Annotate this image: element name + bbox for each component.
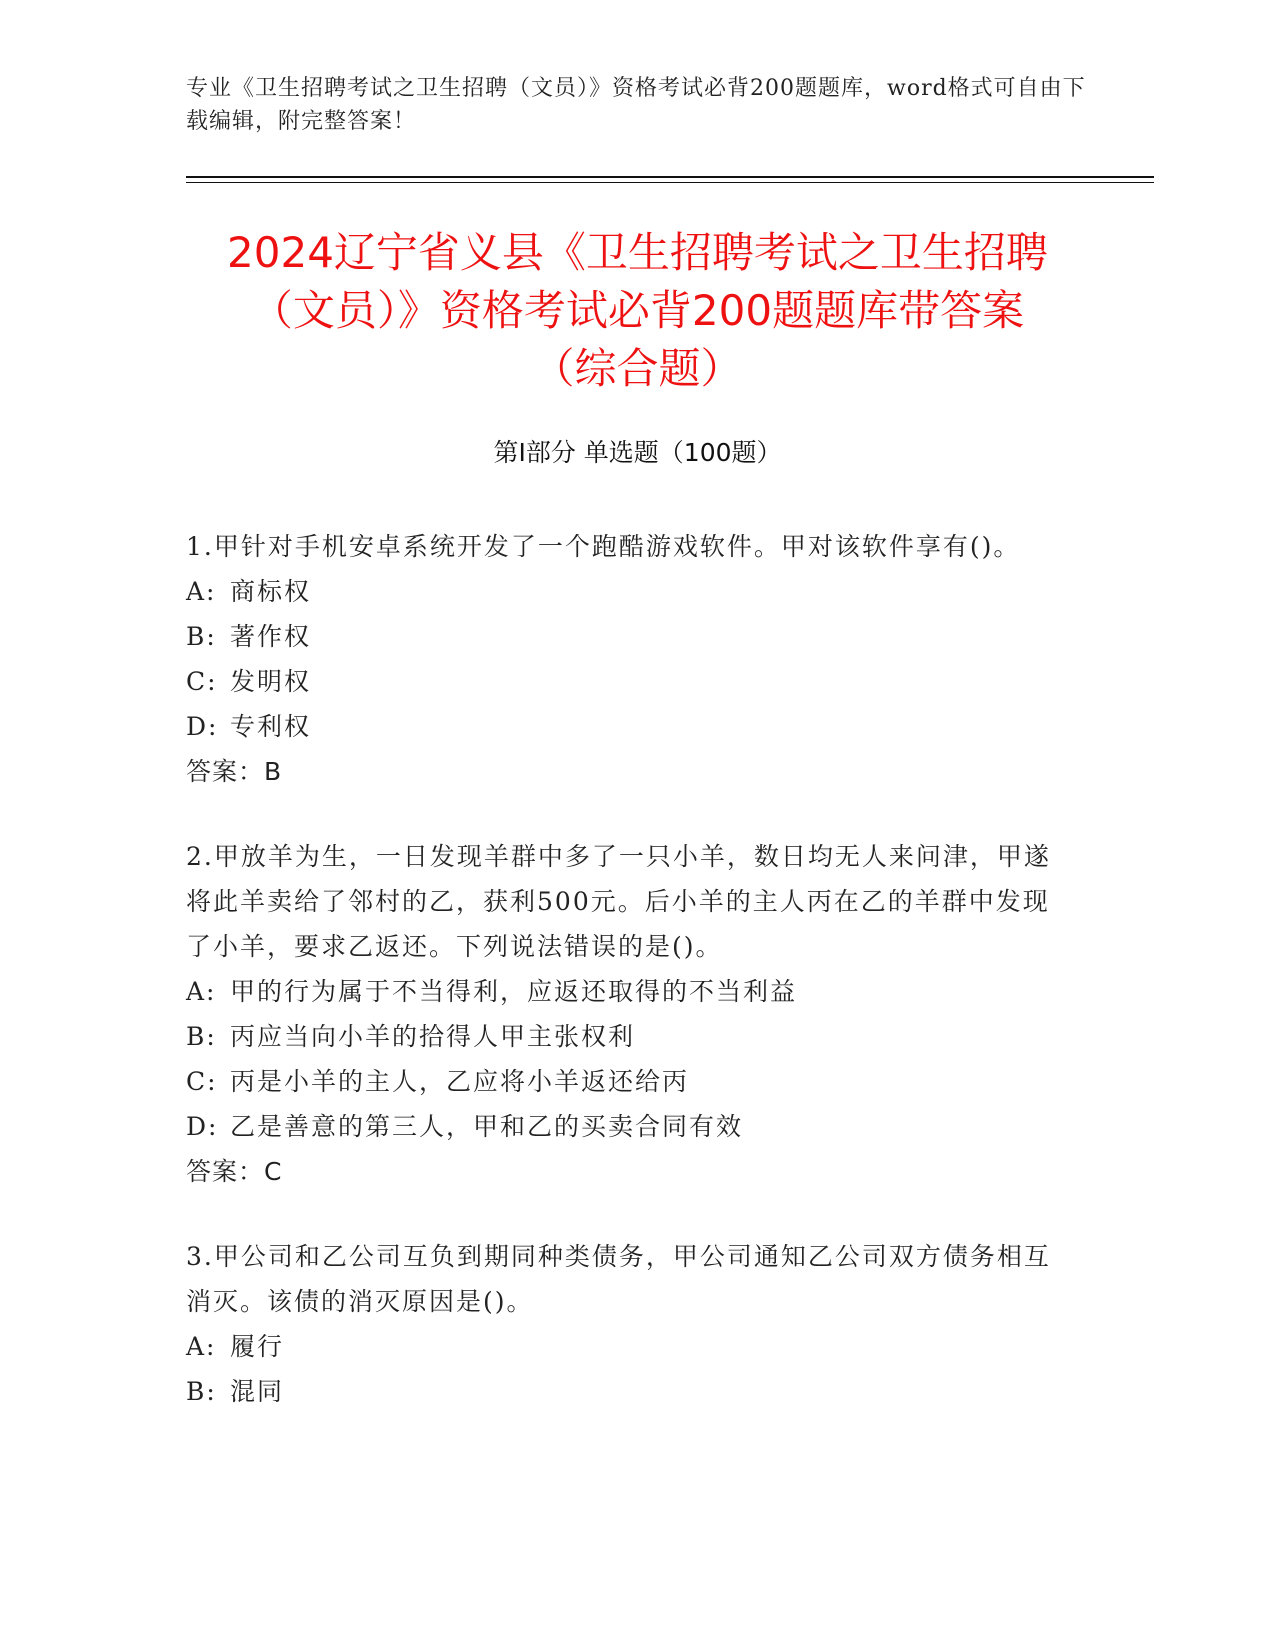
option-key: B: — [186, 1022, 217, 1051]
question-2 — [186, 834, 1066, 1194]
option-text: 混同 — [230, 1377, 285, 1406]
header-divider-thin — [186, 182, 1154, 183]
option-b — [186, 614, 1066, 659]
option-b — [186, 1014, 1066, 1059]
question-list — [186, 524, 1066, 1454]
option-d — [186, 704, 1066, 749]
header-divider-thick — [186, 176, 1154, 178]
option-key: A: — [186, 977, 217, 1006]
option-c — [186, 1059, 1066, 1104]
option-a — [186, 569, 1066, 614]
option-c — [186, 659, 1066, 704]
section-heading: 第Ⅰ部分 单选题（100题） — [493, 438, 782, 467]
option-key: D: — [186, 1112, 219, 1141]
option-key: C: — [186, 667, 218, 696]
answer-line: 答案：B — [186, 757, 283, 786]
option-key: C: — [186, 1067, 218, 1096]
option-b — [186, 1369, 1066, 1414]
question-stem: 2.甲放羊为生，一日发现羊群中多了一只小羊，数日均无人来问津，甲遂将此羊卖给了邻村的乙，获利500元。后小羊的主人丙在乙的羊群中发现了小羊，要求乙返还。下列说法错误的是()。 — [186, 842, 1051, 961]
option-a — [186, 1324, 1066, 1369]
title-line-1: 2024辽宁省义县《卫生招聘考试之卫生招聘 — [227, 228, 1048, 277]
answer-line: 答案：C — [186, 1157, 283, 1186]
option-key: D: — [186, 712, 219, 741]
option-a — [186, 969, 1066, 1014]
option-d — [186, 1104, 1066, 1149]
option-key: B: — [186, 1377, 217, 1406]
question-3 — [186, 1234, 1066, 1414]
option-text: 丙是小羊的主人，乙应将小羊返还给丙 — [230, 1067, 690, 1096]
option-text: 履行 — [230, 1332, 285, 1361]
option-text: 甲的行为属于不当得利，应返还取得的不当利益 — [230, 977, 798, 1006]
question-stem: 1.甲针对手机安卓系统开发了一个跑酷游戏软件。甲对该软件享有()。 — [186, 532, 1021, 561]
option-text: 专利权 — [230, 712, 312, 741]
option-key: A: — [186, 1332, 217, 1361]
option-text: 发明权 — [230, 667, 312, 696]
title-line-2: （文员）》资格考试必背200题题库带答案 — [250, 286, 1025, 335]
option-key: B: — [186, 622, 217, 651]
document-title — [150, 224, 1125, 398]
option-text: 著作权 — [230, 622, 312, 651]
header-note: 专业《卫生招聘考试之卫生招聘（文员）》资格考试必背200题题库，word格式可自由下载编辑，附完整答案！ — [186, 76, 1086, 134]
question-stem: 3.甲公司和乙公司互负到期同种类债务，甲公司通知乙公司双方债务相互消灭。该债的消灭原因是()。 — [186, 1242, 1051, 1316]
option-text: 商标权 — [230, 577, 312, 606]
question-1 — [186, 524, 1066, 794]
title-line-3: （综合题） — [532, 344, 743, 393]
option-text: 乙是善意的第三人，甲和乙的买卖合同有效 — [230, 1112, 744, 1141]
option-key: A: — [186, 577, 217, 606]
option-text: 丙应当向小羊的拾得人甲主张权利 — [230, 1022, 636, 1051]
